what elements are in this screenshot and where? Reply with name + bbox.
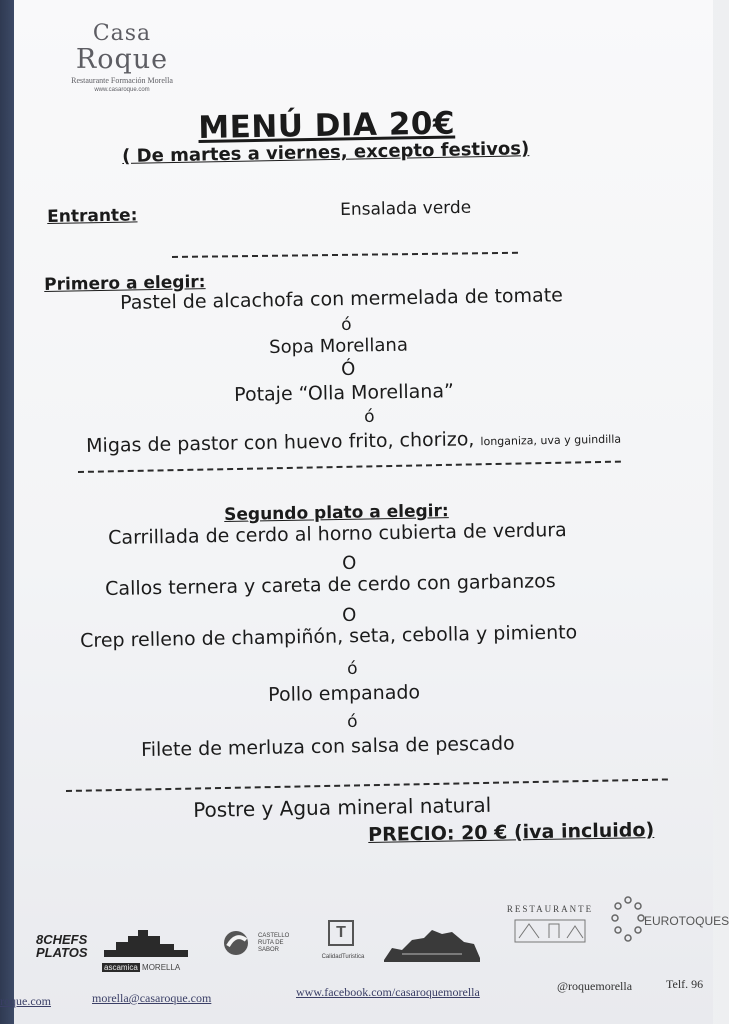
8chefs-top: 8CHEFS [36, 932, 88, 947]
segundo-or-1: O [342, 552, 357, 574]
entrante-label: Entrante: [47, 205, 138, 227]
restaurante-logo [500, 904, 600, 953]
segundo-dish-3: Crep relleno de champiñón, seta, cebolla y pimiento [80, 621, 578, 652]
primero-or-2: Ó [341, 358, 356, 380]
menu-title: MENÚ DIA 20€ [198, 105, 456, 146]
restaurante-text: RESTAURANTE [506, 904, 594, 914]
price-line: PRECIO: 20 € (iva incluido) [368, 819, 655, 846]
footer-social-handle: @roquemorella [557, 979, 633, 993]
logo-tagline: Restaurante Formación Morella [71, 76, 173, 85]
logo-url: www.casaroque.com [94, 87, 150, 93]
castle-icon [102, 928, 190, 958]
segundo-dish-2: Callos ternera y careta de cerdo con garbanzos [105, 570, 556, 600]
logo-casa-text: Casa [92, 21, 152, 46]
segundo-or-2: O [342, 604, 357, 626]
8chefs-bottom: PLATOS [36, 945, 88, 960]
footer-website-link[interactable]: roque.com [0, 994, 51, 1008]
footer-phone: Telf. 96 [666, 977, 704, 991]
eurotoques-star-icon [608, 892, 648, 954]
segundo-label: Segundo plato a elegir: [224, 501, 449, 525]
casa-roque-logo [52, 22, 192, 94]
primero-dish-4-main: Migas de pastor con huevo frito, chorizo, [86, 428, 475, 457]
menu-subtitle: ( De martes a viernes, excepto festivos) [122, 138, 530, 167]
q-calidad-icon: T [328, 920, 354, 946]
segundo-or-4: ó [347, 711, 358, 732]
primero-dish-1: Pastel de alcachofa con mermelada de tomate [120, 284, 564, 314]
primero-dish-2: Sopa Morellana [269, 334, 409, 358]
ascamica-morella-logo [102, 928, 190, 970]
footer-email-link[interactable]: morella@casaroque.com [92, 991, 212, 1005]
primero-dish-4-small: longaniza, uva y guindilla [480, 432, 622, 449]
primero-dish-3: Potaje “Olla Morellana” [234, 380, 455, 406]
footer-facebook-link[interactable]: www.facebook.com/casaroquemorella [296, 985, 480, 999]
segundo-dish-1: Carrillada de cerdo al horno cubierta de verdura [108, 518, 567, 549]
logo-roque-text: Roque [75, 44, 169, 75]
8chefs-logo [36, 933, 92, 959]
morella-skyline-icon [382, 920, 482, 968]
eurotoques-text: EUROTOQUES [644, 914, 729, 928]
primero-or-3: ó [364, 406, 375, 427]
morella-text: MORELLA [142, 963, 181, 972]
restaurante-sketch-icon [505, 914, 595, 948]
calidad-text: CalidadTuristica [321, 954, 365, 960]
postre-line: Postre y Agua mineral natural [193, 792, 492, 822]
castello-text: CASTELLO RUTA DE SABOR [258, 933, 290, 953]
primero-or-1: ó [341, 314, 352, 335]
ascamica-text: ascamica [104, 963, 138, 972]
segundo-dish-5: Filete de merluza con salsa de pescado [141, 732, 515, 761]
calidad-turistica-logo [312, 920, 374, 960]
primero-label: Primero a elegir: [44, 272, 206, 295]
segundo-or-3: ó [347, 658, 358, 679]
segundo-dish-4: Pollo empanado [268, 681, 421, 706]
castello-swirl-icon [222, 930, 254, 956]
entrante-dish: Ensalada verde [340, 197, 472, 220]
